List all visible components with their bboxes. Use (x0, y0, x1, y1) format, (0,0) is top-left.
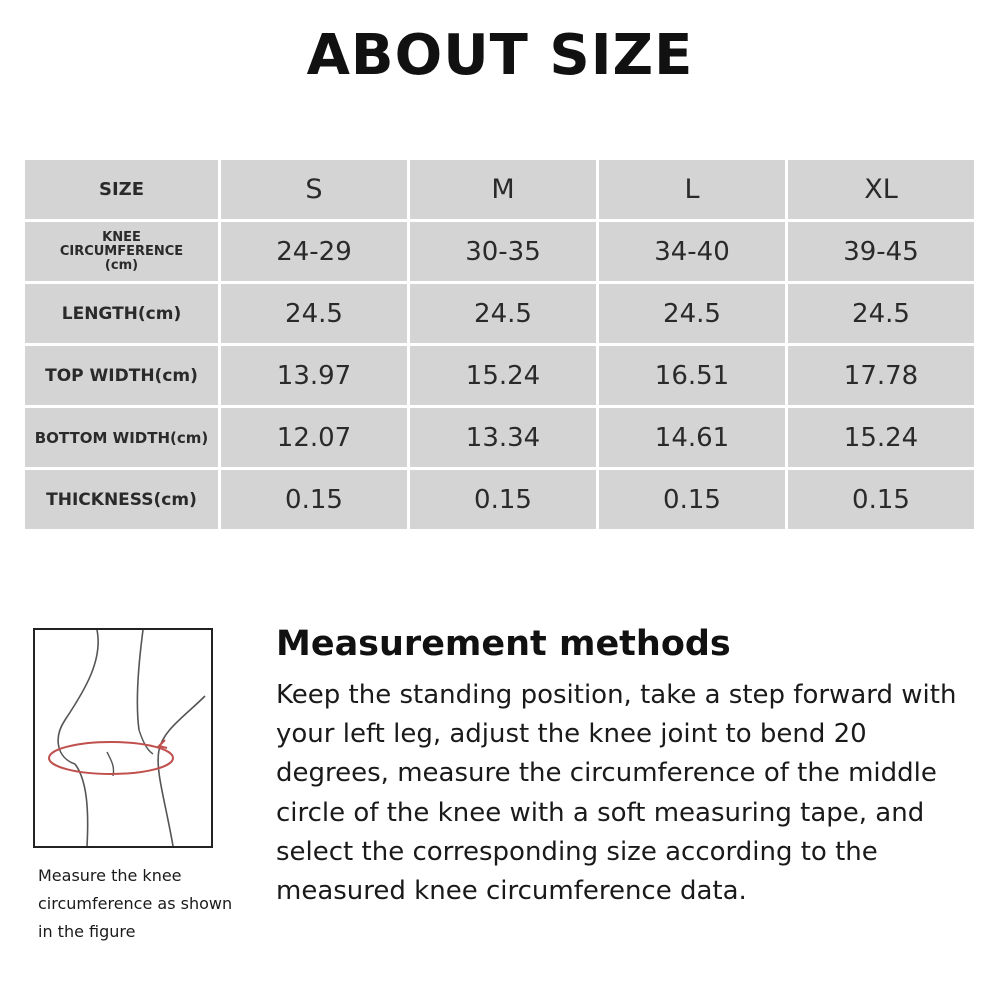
knee-circumference-label (25, 222, 218, 281)
table-row (25, 470, 974, 529)
table-row (25, 408, 974, 467)
table-cell: 0.15 (410, 470, 596, 529)
size-chart-table (22, 157, 977, 532)
table-cell: 34-40 (599, 222, 785, 281)
table-cell: 24-29 (221, 222, 407, 281)
figure-caption: Measure the knee circumference as shown in the figure (38, 866, 233, 941)
bottom-width-label: BOTTOM WIDTH(cm) (25, 408, 218, 467)
table-cell: 0.15 (788, 470, 974, 529)
size-s-header: S (221, 160, 407, 219)
table-cell: 24.5 (410, 284, 596, 343)
table-cell: 0.15 (599, 470, 785, 529)
table-cell: 24.5 (221, 284, 407, 343)
top-width-label: TOP WIDTH(cm) (25, 346, 218, 405)
table-cell: 15.24 (410, 346, 596, 405)
methods-body: Keep the standing position, take a step forward with your left leg, adjust the knee joint to bend 20 degrees, measure the circumference of the middle circle of the knee with a soft measuring tape, and select the corresponding size according to the measured knee circumference data. (276, 680, 957, 907)
table-row (25, 284, 974, 343)
table-cell: 24.5 (599, 284, 785, 343)
knee-illustration-icon (35, 630, 211, 846)
table-cell: 15.24 (788, 408, 974, 467)
size-l-header: L (599, 160, 785, 219)
page-title: ABOUT SIZE (306, 23, 694, 88)
length-label: LENGTH(cm) (25, 284, 218, 343)
table-cell: 13.34 (410, 408, 596, 467)
header-label-cell: SIZE (25, 160, 218, 219)
table-row (25, 222, 974, 281)
table-cell: 39-45 (788, 222, 974, 281)
knee-measurement-figure (33, 628, 213, 848)
table-row (25, 346, 974, 405)
table-cell: 0.15 (221, 470, 407, 529)
thickness-label: THICKNESS(cm) (25, 470, 218, 529)
knee-circumference-label-text: KNEE CIRCUMFERENCE (cm) (59, 229, 184, 273)
table-cell: 17.78 (788, 346, 974, 405)
table-cell: 24.5 (788, 284, 974, 343)
size-m-header: M (410, 160, 596, 219)
table-header-row (25, 160, 974, 219)
size-xl-header: XL (788, 160, 974, 219)
table-cell: 30-35 (410, 222, 596, 281)
table-cell: 16.51 (599, 346, 785, 405)
table-cell: 12.07 (221, 408, 407, 467)
table-cell: 13.97 (221, 346, 407, 405)
methods-title: Measurement methods (276, 624, 731, 664)
table-cell: 14.61 (599, 408, 785, 467)
